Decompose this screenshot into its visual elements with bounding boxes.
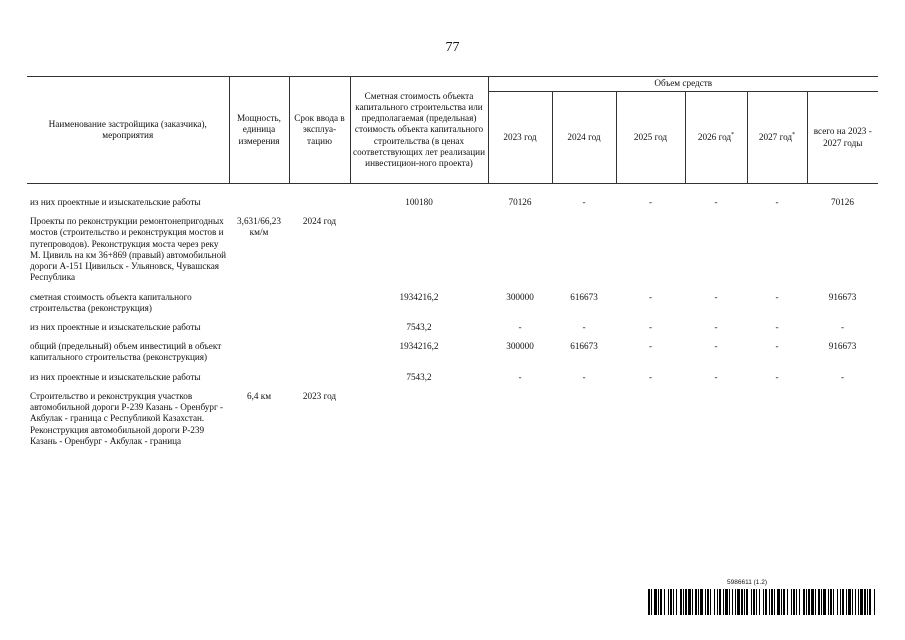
- cell-y2024: 616673: [570, 291, 598, 302]
- barcode: [648, 589, 878, 615]
- cell-name: из них проектные и изыскательские работы: [30, 197, 201, 207]
- cell-y2027: -: [775, 291, 779, 302]
- cell-y2024: -: [582, 371, 586, 382]
- cell-capacity: [229, 322, 289, 341]
- cell-estimate: 7543,2: [406, 321, 432, 332]
- cell-capacity: [229, 292, 289, 322]
- cell-estimate: [350, 391, 488, 455]
- cell-y2023: 300000: [506, 291, 534, 302]
- table-row: [27, 197, 878, 216]
- cell-name: Строительство и реконструкция участков автомобильной дороги Р-239 Казань - Оренбург - Акбулак - граница с Республикой Казахстан. Реконструкция автомобильной дороги Р-239 Казань - Оренбург - Акбулак - граница: [30, 390, 224, 446]
- cell-y2023: [488, 216, 552, 291]
- cell-y2025: -: [648, 321, 653, 332]
- cell-y2024: [552, 216, 616, 291]
- cell-y2026: [685, 216, 747, 291]
- cell-capacity: [229, 197, 289, 216]
- cell-estimate: 7543,2: [406, 371, 432, 382]
- cell-y2024: -: [582, 321, 586, 332]
- cell-y2027: -: [775, 197, 779, 207]
- cell-term: 2023 год: [302, 390, 337, 401]
- cell-y2026: -: [714, 197, 718, 207]
- header-total: всего на 2023 - 2027 годы: [807, 92, 878, 184]
- cell-term: 2024 год: [302, 216, 337, 227]
- header-estimate: Сметная стоимость объекта капитального строительства или предполагаемая (предельная) стоимость объекта капитального строительства (в ценах соответствующих лет реализации инвестицион-ного проекта): [350, 77, 488, 184]
- table-body: [27, 184, 878, 455]
- cell-y2023: 300000: [506, 341, 534, 352]
- table-row: [27, 391, 878, 455]
- cell-total: -: [840, 321, 845, 332]
- cell-estimate: [350, 216, 488, 291]
- header-name: Наименование застройщика (заказчика), мероприятия: [27, 77, 229, 184]
- cell-y2026: -: [714, 371, 718, 382]
- cell-term: [289, 197, 350, 216]
- cell-capacity: 6,4 км: [246, 390, 272, 401]
- cell-y2026: -: [714, 321, 718, 332]
- cell-term: [289, 292, 350, 322]
- header-year: 2026 год*: [685, 92, 747, 184]
- barcode-label: 5986611 (1.2): [727, 579, 767, 586]
- cell-y2025: [616, 216, 685, 291]
- cell-name: общий (предельный) объем инвестиций в объект капитального строительства (реконструкция): [30, 341, 222, 363]
- header-year: 2024 год: [552, 92, 616, 184]
- table-row: [27, 322, 878, 341]
- header-capacity: Мощность, единица измерения: [229, 77, 289, 184]
- cell-name: из них проектные и изыскательские работы: [30, 371, 201, 382]
- table-row: [27, 341, 878, 371]
- cell-capacity: [229, 372, 289, 391]
- cell-y2027: [747, 391, 807, 455]
- cell-name: из них проектные и изыскательские работы: [30, 321, 201, 332]
- cell-estimate: 100180: [405, 197, 433, 207]
- cell-term: [289, 341, 350, 371]
- cell-total: 70126: [831, 197, 854, 207]
- cell-y2026: [685, 391, 747, 455]
- cell-y2023: [488, 391, 552, 455]
- cell-y2027: -: [775, 371, 779, 382]
- cell-total: [807, 216, 878, 291]
- page-number: 77: [445, 40, 460, 55]
- cell-total: [807, 391, 878, 455]
- cell-y2027: -: [775, 321, 779, 332]
- cell-y2025: [616, 391, 685, 455]
- cell-y2027: [747, 216, 807, 291]
- table-row: [27, 292, 878, 322]
- cell-y2024: [552, 391, 616, 455]
- funding-table: [27, 76, 878, 455]
- cell-total: 916673: [828, 291, 857, 302]
- table-row: [27, 372, 878, 391]
- header-funding-group: Объем средств: [488, 77, 878, 92]
- cell-total: 916673: [828, 341, 857, 352]
- cell-term: [289, 322, 350, 341]
- header-commissioning: Срок ввода в эксплуа-тацию: [289, 77, 350, 184]
- cell-total: -: [840, 371, 845, 382]
- cell-y2026: -: [714, 291, 718, 302]
- cell-y2024: -: [582, 197, 586, 207]
- cell-y2023: 70126: [508, 197, 532, 207]
- cell-y2024: 616673: [570, 341, 598, 352]
- cell-y2027: -: [775, 341, 779, 352]
- cell-y2023: -: [518, 321, 522, 332]
- table-header: [27, 77, 878, 184]
- cell-y2025: -: [648, 197, 653, 207]
- cell-y2023: -: [518, 371, 522, 382]
- cell-capacity: 3,631/66,23 км/м: [237, 216, 281, 238]
- cell-term: [289, 372, 350, 391]
- header-year: 2023 год: [488, 92, 552, 184]
- spacer-row: [27, 184, 878, 198]
- header-year: 2027 год*: [747, 92, 807, 184]
- cell-estimate: 1934216,2: [399, 291, 439, 302]
- cell-y2025: -: [648, 371, 653, 382]
- cell-name: Проекты по реконструкции ремонтонепригодных мостов (строительство и реконструкция мостов и путепроводов). Реконструкция моста через реку М. Цивиль на км 36+869 (правый) автомобильной дороги А-151 Цивильск - Ульяновск, Чувашская Республика: [30, 216, 227, 283]
- cell-name: сметная стоимость объекта капитального строительства (реконструкция): [30, 291, 192, 313]
- cell-estimate: 1934216,2: [399, 341, 439, 352]
- cell-y2025: -: [648, 291, 653, 302]
- table-row: [27, 216, 878, 291]
- cell-capacity: [229, 341, 289, 371]
- cell-y2026: -: [714, 341, 718, 352]
- header-year: 2025 год: [616, 92, 685, 184]
- cell-y2025: -: [648, 341, 653, 352]
